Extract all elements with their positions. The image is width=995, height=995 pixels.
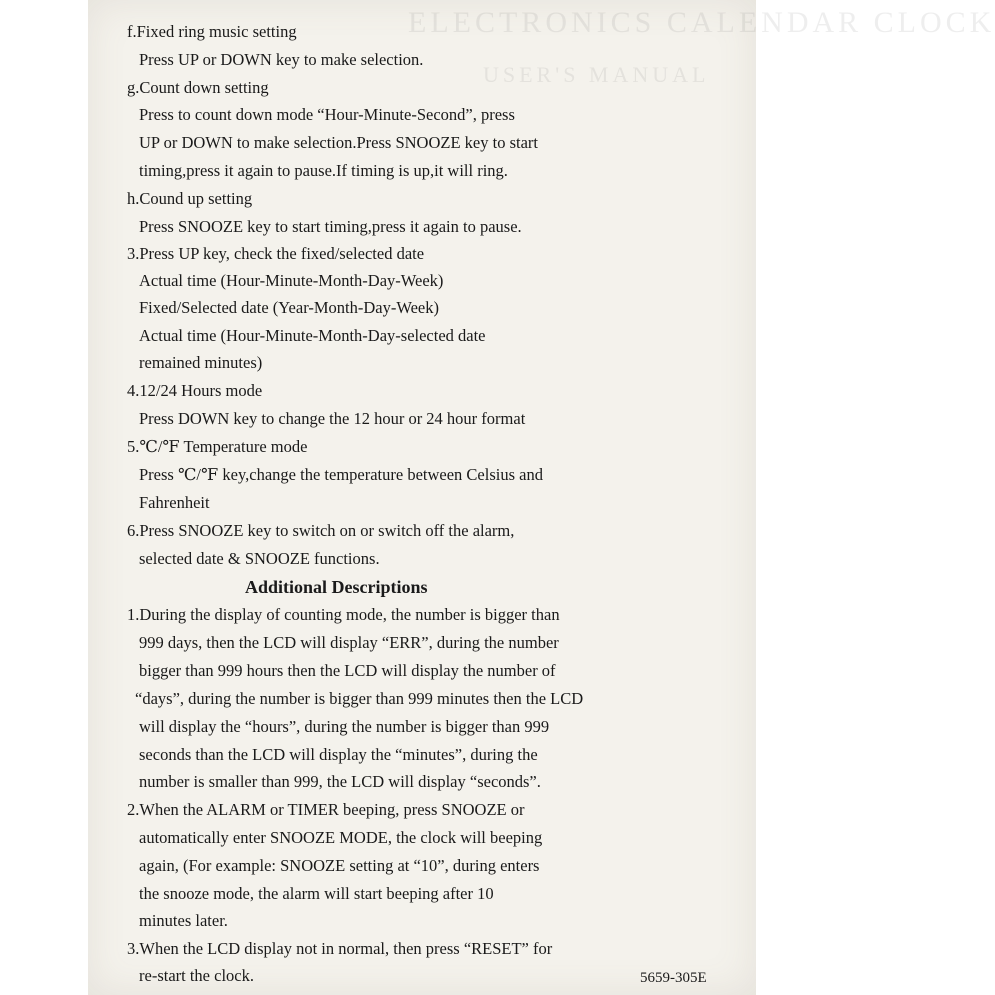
additional-p1-line: 999 days, then the LCD will display “ERR”, during the number bbox=[139, 633, 559, 652]
additional-p1-line: “days”, during the number is bigger than 999 minutes then the LCD bbox=[135, 689, 584, 708]
section-5-title: 5.℃/℉ Temperature mode bbox=[127, 437, 308, 456]
section-g-body: Press to count down mode “Hour-Minute-Second”, press bbox=[139, 105, 515, 124]
additional-p3-line: re-start the clock. bbox=[139, 966, 254, 985]
section-h-title: h.Cound up setting bbox=[127, 189, 253, 208]
additional-p3-line: 3.When the LCD display not in normal, then press “RESET” for bbox=[127, 939, 553, 958]
additional-p2-line: minutes later. bbox=[139, 911, 228, 930]
additional-p1-line: 1.During the display of counting mode, the number is bigger than bbox=[127, 605, 560, 624]
additional-p1-line: bigger than 999 hours then the LCD will display the number of bbox=[139, 661, 556, 680]
section-g-body: timing,press it again to pause.If timing is up,it will ring. bbox=[139, 161, 508, 180]
additional-p2-line: automatically enter SNOOZE MODE, the clock will beeping bbox=[139, 828, 543, 847]
additional-p1-line: number is smaller than 999, the LCD will display “seconds”. bbox=[139, 772, 541, 791]
section-f-title: f.Fixed ring music setting bbox=[127, 22, 297, 41]
section-g-body: UP or DOWN to make selection.Press SNOOZE key to start bbox=[139, 133, 538, 152]
additional-p2-line: again, (For example: SNOOZE setting at “10”, during enters bbox=[139, 856, 540, 875]
model-code: 5659-305E bbox=[640, 970, 707, 986]
additional-p2-line: the snooze mode, the alarm will start beeping after 10 bbox=[139, 884, 494, 903]
section-4-body: Press DOWN key to change the 12 hour or 24 hour format bbox=[139, 409, 526, 428]
section-3-line: Fixed/Selected date (Year-Month-Day-Week) bbox=[139, 298, 439, 317]
section-f-body: Press UP or DOWN key to make selection. bbox=[139, 50, 424, 69]
section-3-title: 3.Press UP key, check the fixed/selected date bbox=[127, 244, 425, 263]
section-4-title: 4.12/24 Hours mode bbox=[127, 381, 263, 400]
section-6-line: 6.Press SNOOZE key to switch on or switch off the alarm, bbox=[127, 521, 515, 540]
bleed-through-text: USER'S MANUAL bbox=[483, 62, 710, 87]
section-5-body: Fahrenheit bbox=[139, 493, 210, 512]
bleed-through-text: ELECTRONICS CALENDAR CLOCK bbox=[408, 6, 995, 39]
additional-heading: Additional Descriptions bbox=[245, 577, 428, 597]
section-3-line: Actual time (Hour-Minute-Month-Day-Week) bbox=[139, 271, 444, 290]
section-5-body: Press ℃/℉ key,change the temperature between Celsius and bbox=[139, 465, 543, 484]
section-6-line: selected date & SNOOZE functions. bbox=[139, 549, 380, 568]
additional-p2-line: 2.When the ALARM or TIMER beeping, press SNOOZE or bbox=[127, 800, 525, 819]
additional-p1-line: will display the “hours”, during the number is bigger than 999 bbox=[139, 717, 550, 736]
section-h-body: Press SNOOZE key to start timing,press it again to pause. bbox=[139, 217, 522, 236]
section-g-title: g.Count down setting bbox=[127, 78, 269, 97]
section-3-line: Actual time (Hour-Minute-Month-Day-selected date bbox=[139, 326, 486, 345]
section-3-line: remained minutes) bbox=[139, 353, 263, 372]
additional-p1-line: seconds than the LCD will display the “minutes”, during the bbox=[139, 745, 538, 764]
